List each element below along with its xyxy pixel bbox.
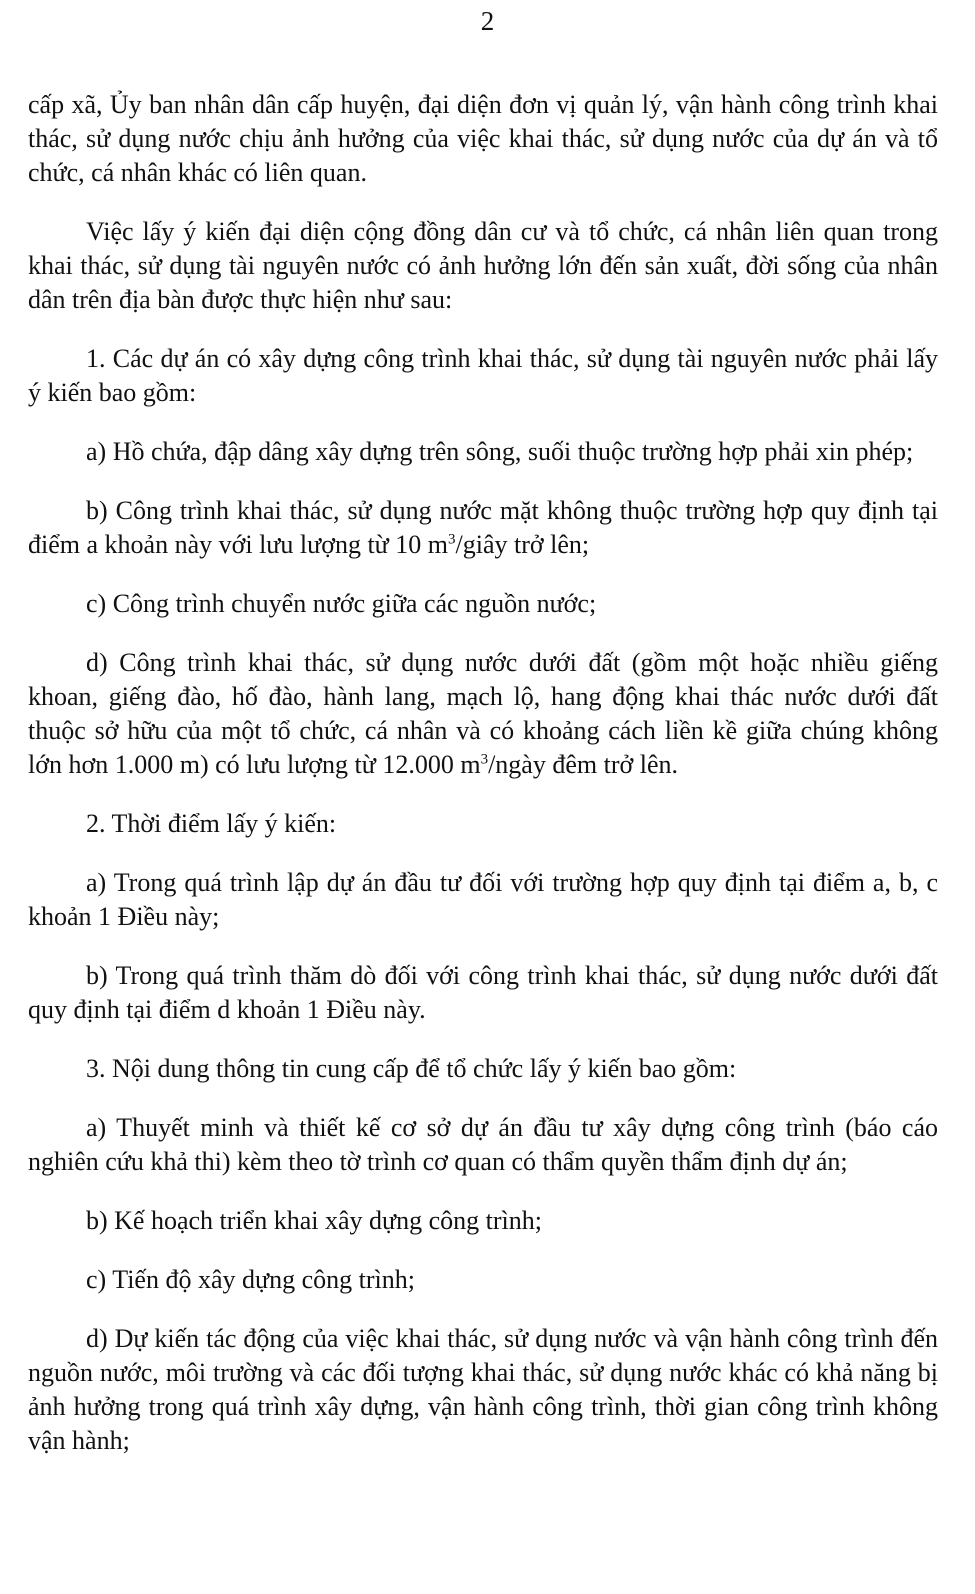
clause-3-d: d) Dự kiến tác động của việc khai thác, sử dụng nước và vận hành công trình đến nguồn nước, môi trường và các đối tượng khai thác, sử dụng nước khác có khả năng bị ảnh hưởng trong quá trình xây dựng, vận hành công trình, thời gian công trình không vận hành; [28,1324,938,1455]
clause-1: 1. Các dự án có xây dựng công trình khai thác, sử dụng tài nguyên nước phải lấy ý kiến bao gồm: [28,344,938,407]
clause-2-a: a) Trong quá trình lập dự án đầu tư đối với trường hợp quy định tại điểm a, b, c khoản 1 Điều này; [28,868,938,931]
clause-3-a: a) Thuyết minh và thiết kế cơ sở dự án đầu tư xây dựng công trình (báo cáo nghiên cứu khả thi) kèm theo tờ trình cơ quan có thẩm quyền thẩm định dự án; [28,1113,938,1176]
clause-3-c: c) Tiến độ xây dựng công trình; [86,1265,415,1294]
clause-1-b-text: b) Công trình khai thác, sử dụng nước mặt không thuộc trường hợp quy định tại điểm a khoản này với lưu lượng từ 10 m [28,496,938,559]
clause-1-b [28,494,938,562]
clause-1-b-text-end: /giây trở lên; [455,530,590,559]
clause-3-b: b) Kế hoạch triển khai xây dựng công trình; [86,1206,542,1235]
superscript: 3 [448,531,456,548]
clause-1-a: a) Hồ chứa, đập dâng xây dựng trên sông, suối thuộc trường hợp phải xin phép; [86,437,914,466]
paragraph-continuation: cấp xã, Ủy ban nhân dân cấp huyện, đại diện đơn vị quản lý, vận hành công trình khai thác, sử dụng nước chịu ảnh hưởng của việc khai thác, sử dụng nước của dự án và tổ chức, cá nhân khác có liên quan. [28,90,938,187]
clause-2-b: b) Trong quá trình thăm dò đối với công trình khai thác, sử dụng nước dưới đất quy định tại điểm d khoản 1 Điều này. [28,961,938,1024]
document-body [28,88,938,1483]
clause-1-d-text: d) Công trình khai thác, sử dụng nước dưới đất (gồm một hoặc nhiều giếng khoan, giếng đào, hố đào, hành lang, mạch lộ, hang động khai thác nước dưới đất thuộc sở hữu của một tổ chức, cá nhân và có khoảng cách liền kề giữa chúng không lớn hơn 1.000 m) có lưu lượng từ 12.000 m [28,648,938,779]
paragraph-intro: Việc lấy ý kiến đại diện cộng đồng dân cư và tổ chức, cá nhân liên quan trong khai thác, sử dụng tài nguyên nước có ảnh hưởng lớn đến sản xuất, đời sống của nhân dân trên địa bàn được thực hiện như sau: [28,217,938,314]
page-number: 2 [480,6,495,36]
clause-1-d [28,646,938,782]
superscript: 3 [480,751,489,768]
clause-1-d-text-end: /ngày đêm trở lên. [488,750,678,779]
clause-1-c: c) Công trình chuyển nước giữa các nguồn nước; [86,589,597,618]
clause-3: 3. Nội dung thông tin cung cấp để tổ chức lấy ý kiến bao gồm: [86,1054,737,1083]
clause-2: 2. Thời điểm lấy ý kiến: [86,809,337,838]
